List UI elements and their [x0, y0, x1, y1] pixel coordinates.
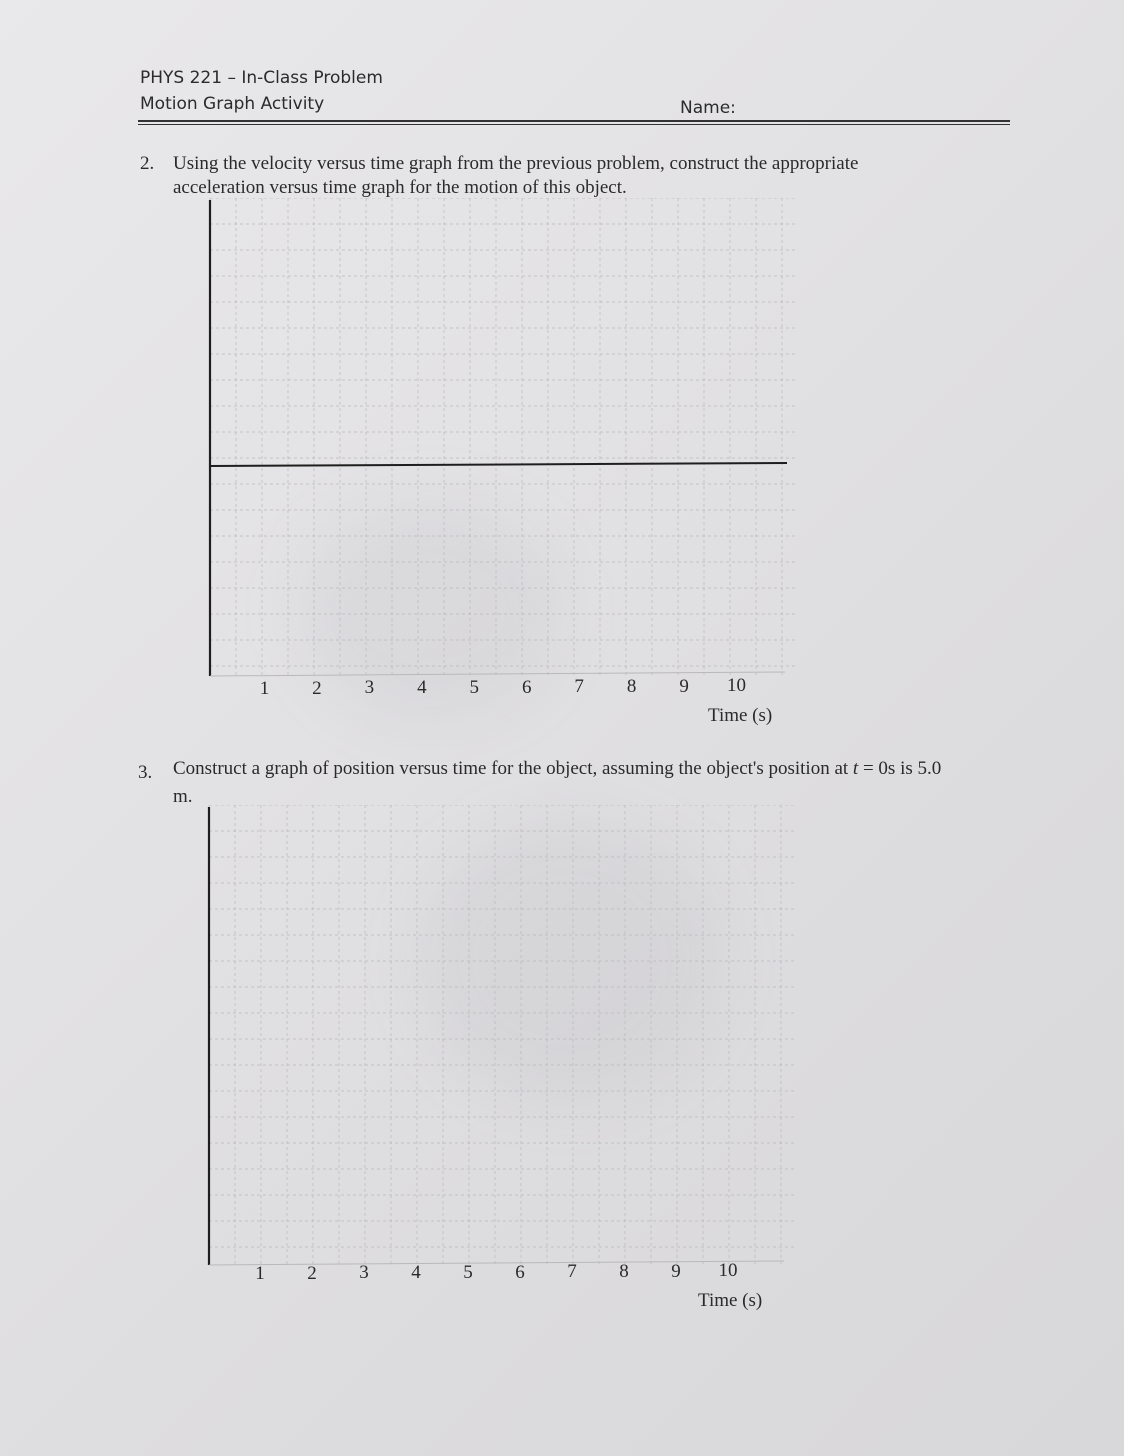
- x-tick-label: 5: [463, 1261, 473, 1283]
- x-tick-label: 10: [727, 675, 747, 697]
- x-tick-label: 2: [307, 1262, 317, 1284]
- x-tick-label: 9: [671, 1260, 681, 1282]
- x-tick-label: 7: [567, 1261, 577, 1283]
- acceleration-graph-x-label: Time (s): [708, 705, 773, 726]
- x-tick-label: 5: [469, 676, 480, 698]
- acceleration-graph: [205, 198, 805, 683]
- x-axis: [210, 672, 785, 676]
- question-2-number: 2.: [140, 153, 155, 174]
- x-tick-label: 6: [521, 676, 532, 698]
- x-tick-label: 9: [679, 675, 689, 697]
- course-title: PHYS 221 – In-Class Problem: [140, 68, 383, 88]
- question-3-line-1: Construct a graph of position versus time for the object, assuming the object's position at t = 0s is 5.0: [173, 758, 942, 779]
- activity-title: Motion Graph Activity: [140, 94, 325, 114]
- x-tick-label: 6: [515, 1261, 525, 1283]
- zero-line: [210, 463, 787, 466]
- question-3-line-2: m.: [173, 786, 193, 807]
- question-2-line-2: acceleration versus time graph for the motion of this object.: [173, 177, 627, 198]
- header-rule-thin: [138, 124, 1010, 125]
- position-graph-x-label: Time (s): [698, 1290, 763, 1311]
- x-tick-label: 8: [619, 1260, 629, 1282]
- x-tick-label: 10: [718, 1260, 738, 1282]
- question-3-number: 3.: [138, 762, 153, 783]
- name-label: Name:: [680, 98, 736, 118]
- x-tick-label: 4: [411, 1262, 421, 1284]
- question-2-line-1: Using the velocity versus time graph from the previous problem, construct the appropriate: [173, 153, 859, 174]
- x-tick-label: 8: [626, 675, 637, 697]
- position-graph: [204, 805, 804, 1270]
- x-tick-label: 1: [259, 678, 270, 699]
- x-tick-label: 7: [574, 676, 584, 698]
- x-tick-label: 4: [417, 677, 427, 699]
- x-tick-label: 3: [364, 677, 375, 699]
- x-tick-label: 2: [312, 677, 322, 699]
- x-tick-label: 1: [255, 1263, 265, 1284]
- x-axis: [209, 1261, 784, 1265]
- header-rule: [138, 120, 1010, 122]
- x-tick-label: 3: [359, 1262, 369, 1284]
